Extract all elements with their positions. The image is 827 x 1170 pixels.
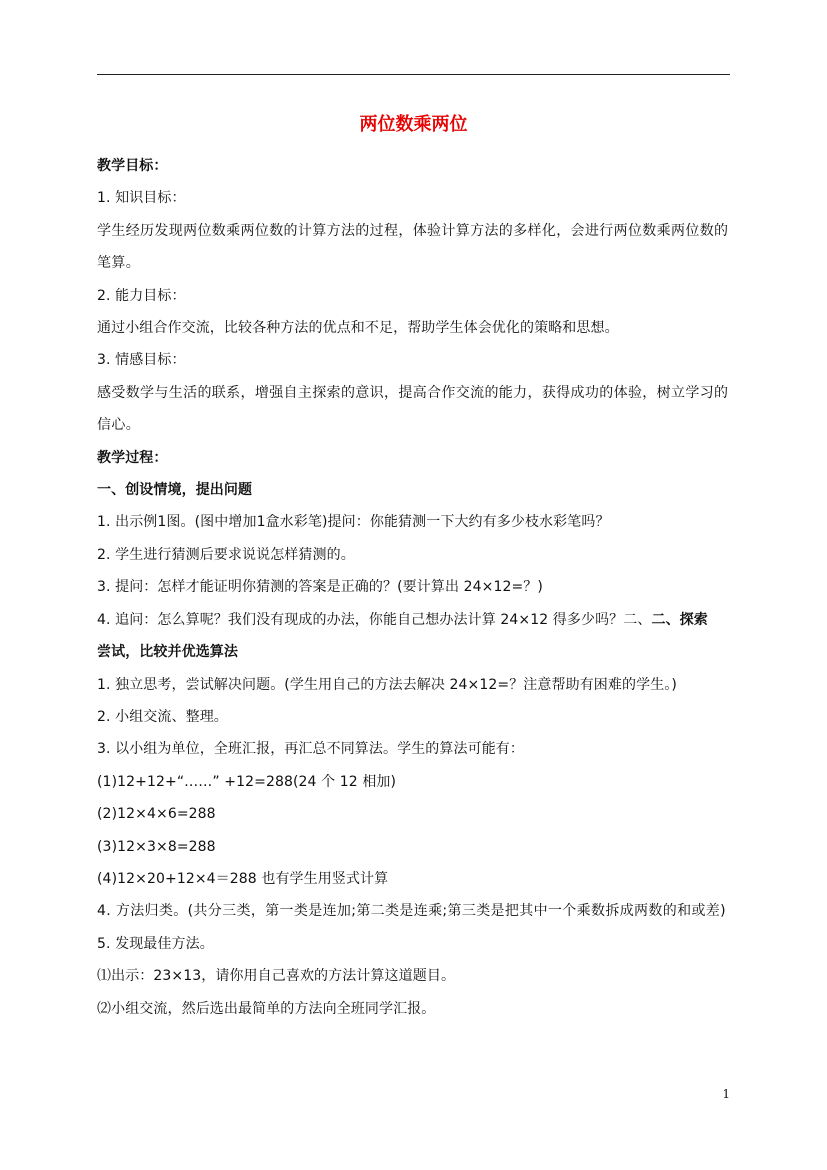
objective-2-heading: 2. 能力目标： — [97, 287, 186, 304]
sub-item: ⑵小组交流，然后选出最简单的方法向全班同学汇报。 — [97, 1000, 436, 1017]
objective-1-text: 学生经历发现两位数乘两位数的计算方法的过程，体验计算方法的多样化，会进行两位数乘两位数的笔算。 — [97, 222, 729, 272]
section-heading-process: 教学过程： — [97, 449, 168, 466]
list-item-text: 4. 追问：怎么算呢？我们没有现成的办法，你能自己想办法计算 24×12 得多少吗？二、 — [97, 611, 652, 628]
list-item: 4. 方法归类。(共分三类，第一类是连加;第二类是连乘;第三类是把其中一个乘数拆成两数的和或差) — [97, 903, 726, 920]
algorithm-item: (1)12+12+“……” +12=288(24 个 12 相加) — [97, 773, 397, 790]
list-item-with-heading — [97, 604, 732, 636]
part-2-heading-start: 二、探索 — [651, 611, 708, 628]
objective-2-text: 通过小组合作交流，比较各种方法的优点和不足，帮助学生体会优化的策略和思想。 — [97, 320, 619, 337]
list-item: 3. 提问：怎样才能证明你猜测的答案是正确的？(要计算出 24×12=？) — [97, 579, 543, 596]
page-number: 1 — [722, 1087, 730, 1101]
page-title: 两位数乘两位 — [359, 114, 468, 135]
part-1-heading: 一、创设情境，提出问题 — [97, 482, 253, 499]
objective-3-text: 感受数学与生活的联系，增强自主探索的意识，提高合作交流的能力，获得成功的体验，树立学习的信心。 — [97, 384, 729, 434]
sub-item: ⑴出示：23×13，请你用自己喜欢的方法计算这道题目。 — [97, 968, 456, 985]
document-body — [97, 150, 732, 1025]
objective-3-heading: 3. 情感目标： — [97, 352, 186, 369]
part-2-heading-end: 尝试，比较并优选算法 — [97, 644, 238, 661]
header-rule — [97, 74, 730, 75]
section-heading-objectives: 教学目标： — [97, 158, 168, 174]
list-item: 3. 以小组为单位，全班汇报，再汇总不同算法。学生的算法可能有： — [97, 741, 525, 758]
objective-1-heading: 1. 知识目标： — [97, 190, 186, 207]
algorithm-item: (4)12×20+12×4＝288 也有学生用竖式计算 — [97, 870, 389, 887]
list-item: 2. 学生进行猜测后要求说说怎样猜测的。 — [97, 546, 355, 563]
list-item: 1. 独立思考，尝试解决问题。(学生用自己的方法去解决 24×12=？注意帮助有困难的学生。) — [97, 676, 677, 693]
algorithm-item: (3)12×3×8=288 — [97, 838, 216, 855]
algorithm-item: (2)12×4×6=288 — [97, 806, 216, 823]
list-item: 2. 小组交流、整理。 — [97, 708, 228, 725]
list-item: 5. 发现最佳方法。 — [97, 935, 214, 952]
list-item: 1. 出示例1图。(图中增加1盒水彩笔)提问：你能猜测一下大约有多少枝水彩笔吗？ — [97, 514, 610, 531]
